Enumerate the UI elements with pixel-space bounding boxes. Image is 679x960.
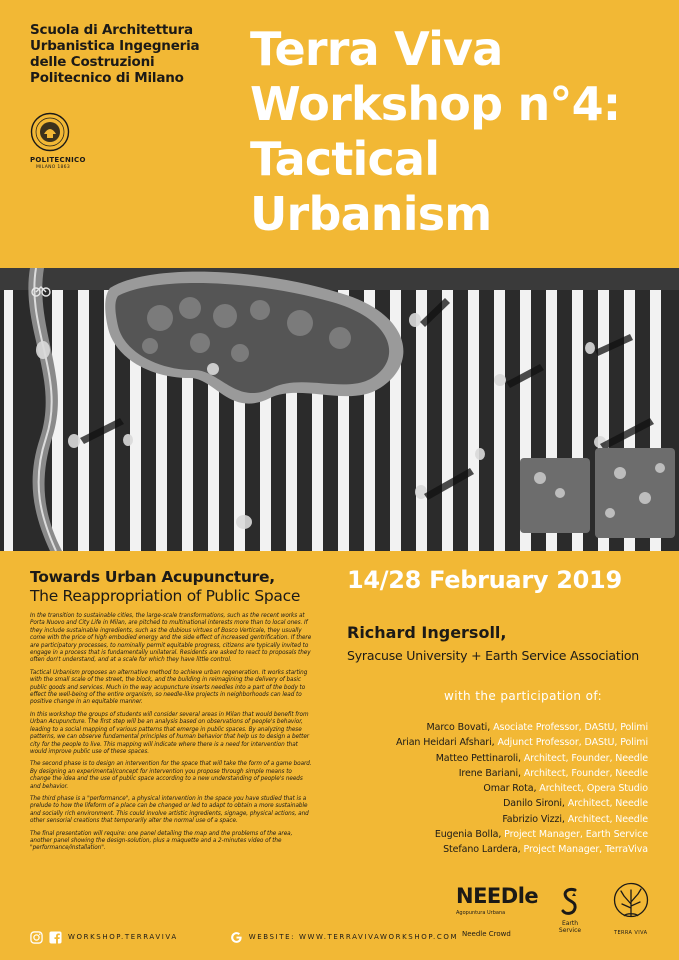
participant-item [328, 827, 648, 842]
participant-name: Matteo Pettinaroli, [435, 752, 521, 764]
facebook-icon[interactable] [49, 931, 62, 944]
needle-logo-subtitle: Agopuntura Urbana [456, 910, 506, 916]
needle-crowd-label: Needle Crowd [462, 930, 511, 938]
participant-role: Adjunct Professor, DAStU, Polimi [494, 737, 648, 749]
title-line: Workshop n°4: [250, 77, 621, 131]
participant-role: Project Manager, TerraViva [520, 844, 648, 856]
politecnico-logo-name: POLITECNICO [30, 156, 86, 164]
body-paragraph: Tactical Urbanism proposes an alternative method to achieve urban regeneration. It works starting with the small scale of the street, the block, and the building in reimagining the delivery of basic public goods and services. Much in the way acupuncture inserts needles into a part of the body to effect the well-being of the entire organism, so needle-like projects in neighborhoods can lead to positive change in an equitable manner. [30, 669, 308, 706]
subtitle-line-2: The Reappropriation of Public Space [30, 587, 301, 605]
participant-role: Architect, Founder, Needle [520, 752, 648, 764]
terra-viva-tree-icon [612, 882, 650, 926]
instagram-icon[interactable] [30, 931, 43, 944]
participant-role: Architect, Opera Studio [536, 783, 648, 795]
politecnico-seal-icon [30, 112, 70, 152]
participant-item [328, 720, 648, 735]
participant-role: Architect, Needle [564, 798, 648, 810]
market-stalls [520, 448, 675, 538]
body-paragraph: In the transition to sustainable cities, the large-scale transformations, such as the recent works at Porta Nuovo and City Life in Milan, are pitched to multinational interests more than to local ones. If they include sustainable ingredients, such as the dubious virtues of Bosco Verticale, they usually come with the price of high embodied energy and the side effect of increased gentrification. If there are participatory processes, to nominally permit equitable progress, citizens are typically invited to engage in a process that is fundamentally unilateral. Residents are asked to react to proposals they often don't understand, and at a scale for which they have little control. [30, 613, 312, 664]
body-paragraph: The second phase is to design an intervention for the space that will take the form of a game board. By designing an experimental/concept for intervention you propose through simple means to change the idea and the use of public space according to a new understanding of people's needs and behavior. [30, 761, 312, 790]
event-date: 14/28 February 2019 [347, 566, 622, 594]
participant-role: Project Manager, Earth Service [501, 829, 648, 841]
google-icon[interactable] [230, 931, 243, 944]
title-line: Tactical [250, 132, 440, 186]
partner-logos [452, 876, 652, 942]
crosswalk-aerial-photo [0, 268, 679, 551]
participant-item [328, 781, 648, 796]
earth-service-logo-icon [558, 886, 582, 918]
social-handle[interactable]: WORKSHOP.TERRAVIVA [68, 933, 178, 941]
participant-name: Stefano Lardera, [443, 844, 521, 856]
subtitle-line-1: Towards Urban Acupuncture, [30, 568, 275, 586]
header [0, 0, 679, 268]
title-line: Urbanism [250, 187, 492, 241]
school-line: Politecnico di Milano [30, 70, 184, 86]
speaker-name: Richard Ingersoll, [347, 623, 507, 642]
participant-name: Marco Bovati, [426, 722, 491, 733]
participant-role: Asociate Professor, DAStU, Polimi [490, 722, 648, 733]
crosswalk-illustration [0, 268, 679, 551]
main-title [250, 22, 620, 242]
participant-item [328, 842, 648, 857]
participant-item [328, 812, 648, 827]
participant-name: Eugenia Bolla, [434, 829, 502, 841]
participant-item [328, 766, 648, 781]
body-paragraph: The third phase is a "performance", a physical intervention in the space you have studied that is a prelude to how the lifeform of a place can be changed or led to adapt to obtain a more sustainable and socially rich environment. This could involve artistic ingredients, signage, physical actions, and other sensorial creations that temporarily alter the normal use of a space. [30, 795, 309, 825]
body-paragraph: In this workshop the groups of students will consider several areas in Milan that would benefit from Urban Acupuncture. The first step will be an analysis based on observations of people's behavior, leading to a social mapping of various patterns that emerge in public spaces. By analyzing these patterns, we can observe fundamental principles of human behavior that help us to design a better city for the people to live. This mapping will indicate where there is a need for intervention that would improve public use of these spaces. [30, 711, 310, 755]
participant-name: Arian Heidari Afshari, [395, 737, 495, 749]
earth-service-label: Earth Service [558, 920, 582, 934]
speaker-affiliation: Syracuse University + Earth Service Association [347, 648, 640, 663]
social-footer [30, 929, 504, 945]
school-name [30, 22, 240, 86]
participant-item [328, 751, 648, 766]
website-link[interactable]: WEBSITE: WWW.TERRAVIVAWORKSHOP.COM [248, 933, 459, 941]
participation-heading: with the participation of: [444, 689, 603, 703]
participant-list [328, 720, 648, 858]
terra-viva-label: TERRA VIVA [614, 930, 648, 936]
body-paragraph: The final presentation will require: one panel detailing the map and the problems of the area, another panel showing the design-solution, plus a maquette and a 2-minutes video of the "performance/installation". [30, 830, 293, 852]
participant-role: Architect, Founder, Needle [520, 767, 648, 779]
participant-name: Danilo Sironi, [503, 798, 565, 810]
title-line: Terra Viva [250, 22, 503, 76]
participant-name: Omar Rota, [483, 783, 537, 795]
school-line: delle Costruzioni [30, 54, 155, 70]
participant-name: Fabrizio Vizzi, [502, 813, 565, 825]
participant-item [328, 735, 648, 750]
participant-role: Architect, Needle [564, 813, 648, 825]
needle-logo-wordmark: NEEDle [456, 884, 539, 908]
participant-item [328, 796, 648, 811]
description-column [30, 568, 312, 858]
participant-name: Irene Bariani, [458, 767, 521, 779]
school-line: Urbanistica Ingegneria [30, 38, 200, 54]
politecnico-logo-sub: MILANO 1863 [36, 165, 70, 170]
school-line: Scuola di Architettura [30, 22, 193, 38]
